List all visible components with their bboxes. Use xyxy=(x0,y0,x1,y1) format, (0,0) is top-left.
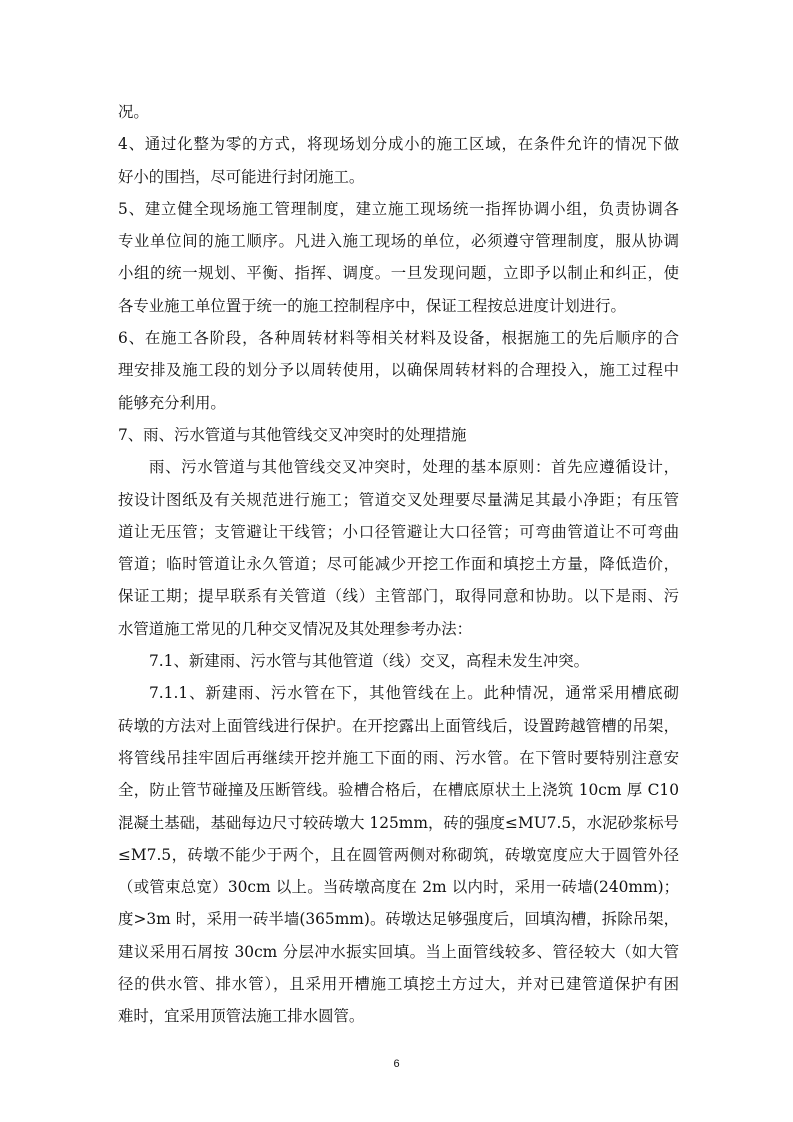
page-number: 6 xyxy=(393,1058,400,1070)
text-line: 管道；临时管道让永久管道；尽可能减少开挖工作面和填挖土方量，降低造价， xyxy=(118,555,679,574)
document-body xyxy=(118,96,679,1033)
text-line: 雨、污水管道与其他管线交叉冲突时，处理的基本原则：首先应遵循设计， xyxy=(149,458,679,477)
text-line: 4、通过化整为零的方式，将现场划分成小的施工区域，在条件允许的情况下做 xyxy=(118,135,679,154)
text-line: 5、建立健全现场施工管理制度，建立施工现场统一指挥协调小组，负责协调各 xyxy=(118,199,679,218)
text-line: 专业单位间的施工顺序。凡进入施工现场的单位，必须遵守管理制度，服从协调 xyxy=(118,232,679,251)
text-line: 按设计图纸及有关规范进行施工；管道交叉处理要尽量满足其最小净距；有压管 xyxy=(118,490,679,509)
text-line: 况。 xyxy=(118,103,149,121)
text-line: 6、在施工各阶段，各种周转材料等相关材料及设备，根据施工的先后顺序的合 xyxy=(118,329,679,348)
text-line: 好小的围挡，尽可能进行封闭施工。 xyxy=(118,167,365,186)
text-line: 砖墩的方法对上面管线进行保护。在开挖露出上面管线后，设置跨越管槽的吊架， xyxy=(118,716,679,735)
paragraph xyxy=(118,193,679,322)
text-line: 7、雨、污水管道与其他管线交叉冲突时的处理措施 xyxy=(118,425,467,444)
text-line: 能够充分利用。 xyxy=(118,393,226,412)
paragraph xyxy=(118,645,679,677)
text-line: 全，防止管节碰撞及压断管线。验槽合格后，在槽底原状土上浇筑 10cm 厚 C10 xyxy=(118,781,679,800)
text-line: 7.1、新建雨、污水管与其他管道（线）交叉，高程未发生冲突。 xyxy=(149,652,590,671)
text-line: 难时，宜采用顶管法施工排水圆管。 xyxy=(118,1007,365,1026)
text-line: 混凝土基础，基础每边尺寸较砖墩大 125mm，砖的强度≤MU7.5，水泥砂浆标号 xyxy=(118,813,679,832)
text-line: 小组的统一规划、平衡、指挥、调度。一旦发现问题，立即予以制止和纠正，使 xyxy=(118,264,679,283)
paragraph xyxy=(118,419,679,451)
text-line: 度>3m 时，采用一砖半墙(365mm)。砖墩达足够强度后，回填沟槽，拆除吊架， xyxy=(118,910,679,929)
paragraph xyxy=(118,451,679,645)
paragraph xyxy=(118,96,679,128)
paragraph xyxy=(118,322,679,419)
text-line: 理安排及施工段的划分予以周转使用，以确保周转材料的合理投入，施工过程中 xyxy=(118,361,679,380)
text-line: 径的供水管、排水管），且采用开槽施工填挖土方过大，并对已建管道保护有困 xyxy=(118,975,679,994)
text-line: 水管道施工常见的几种交叉情况及其处理参考办法： xyxy=(118,619,472,638)
text-line: 建议采用石屑按 30cm 分层冲水振实回填。当上面管线较多、管径较大（如大管 xyxy=(118,942,679,961)
text-line: 将管线吊挂牢固后再继续开挖并施工下面的雨、污水管。在下管时要特别注意安 xyxy=(118,748,679,767)
text-line: （或管束总宽）30cm 以上。当砖墩高度在 2m 以内时，采用一砖墙(240mm)； xyxy=(118,878,679,897)
text-line: 保证工期；提早联系有关管道（线）主管部门，取得同意和协助。以下是雨、污 xyxy=(118,587,679,606)
text-line: 道让无压管；支管避让干线管；小口径管避让大口径管；可弯曲管道让不可弯曲 xyxy=(118,522,679,541)
text-line: 各专业施工单位置于统一的施工控制程序中，保证工程按总进度计划进行。 xyxy=(118,296,626,315)
paragraph xyxy=(118,128,679,193)
paragraph xyxy=(118,677,679,1032)
text-line: 7.1.1、新建雨、污水管在下，其他管线在上。此种情况，通常采用槽底砌 xyxy=(149,684,679,703)
text-line: ≤M7.5，砖墩不能少于两个，且在圆管两侧对称砌筑，砖墩宽度应大于圆管外径 xyxy=(118,845,679,864)
